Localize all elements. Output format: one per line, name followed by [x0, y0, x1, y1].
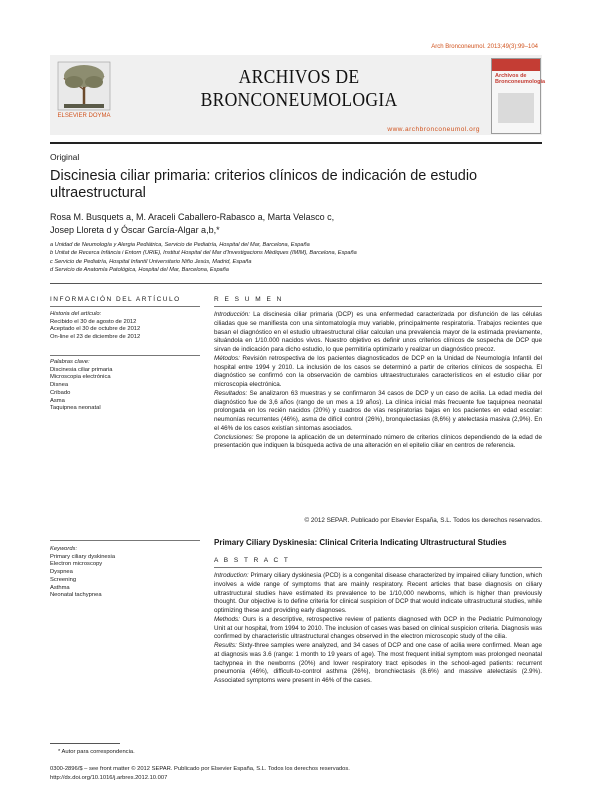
abstract-rule [214, 567, 542, 568]
section-rule [50, 283, 542, 284]
history-received: Recibido el 30 de agosto de 2012 [50, 318, 137, 325]
article-info-heading: INFORMACIÓN DEL ARTÍCULO [50, 296, 181, 303]
affiliation-b: b Unitat de Recerca Infància i Entorn (URIE), Institut Hospital del Mar d'Investigacions Mèdiques (IMIM), Barcelona, España [50, 250, 357, 257]
journal-citation: Arch Bronconeumol. 2013;49(3):99–104 [431, 44, 538, 50]
keyword-en: Neonatal tachypnea [50, 592, 102, 599]
history-rule [50, 355, 200, 356]
resumen-intro: Introducción: La discinesia ciliar primaria (DCP) es una enfermedad caracterizada por disfunción de las células ciliadas que se manifiesta con una sintomatología muy variable, principalmente respiratoria. Trabajos recientes que basan el diagnóstico en el estudio ultraestructural ciliar calculan una prevalencia mayor de la estimada previamente, situándola en 1/10.000 nacidos vivos. Nuestro objetivo es definir unos criterios clínicos de sospecha de DCP que sirvan de indicación para dicho estudio, lo que permitiría optimizarlo y realizar un diagnóstico precoz. [214, 311, 542, 353]
keywords-en-rule [50, 540, 200, 541]
resumen-body [214, 311, 542, 451]
abstract-body [214, 572, 542, 686]
affiliation-d: d Servicio de Anatomía Patológica, Hospital del Mar, Barcelona, España [50, 266, 229, 273]
keyword-es: Taquipnea neonatal [50, 405, 101, 412]
author-list [50, 211, 510, 237]
history-accepted: Aceptado el 30 de octubre de 2012 [50, 326, 141, 333]
header-rule [50, 142, 542, 144]
authors-line-2: Josep Lloreta d y Óscar García-Algar a,b,* [50, 225, 220, 235]
keyword-en: Primary ciliary dyskinesia [50, 553, 116, 560]
keywords-en [50, 546, 200, 600]
abstract-methods: Methods: Ours is a descriptive, retrospective review of patients diagnosed with DCP in the Pediatric Pulmonology Unit at our hospital, from 1994 to 2010. The inclusion of cases was based on clinical suspicion criteria. Diagnosis was confirmed by characteristic ultrastructural changes observed in the electron microscopic study of the cilia. [214, 615, 542, 641]
issn-line: 0300-2896/$ – see front matter © 2012 SEPAR. Publicado por Elsevier España, S.L. Todos los derechos reservados. [50, 766, 350, 772]
keyword-es: Disnea [50, 382, 69, 389]
resumen-conclusions-label: Conclusiones: [214, 433, 254, 441]
cover-image [498, 93, 534, 123]
correspondence-footnote: * Autor para correspondencia. [58, 749, 135, 755]
keyword-es: Asma [50, 397, 65, 404]
affiliation-a: a Unidad de Neumología y Alergia Pediátrica, Servicio de Pediatría, Hospital del Mar, Barcelona, España [50, 242, 310, 248]
resumen-copyright: © 2012 SEPAR. Publicado por Elsevier España, S.L. Todos los derechos reservados. [304, 517, 542, 524]
keywords-es [50, 359, 200, 413]
keywords-es-label: Palabras clave: [50, 359, 90, 365]
keyword-en: Dyspnea [50, 569, 73, 576]
journal-cover-thumbnail [491, 58, 546, 134]
journal-title: ARCHIVOS DE BRONCONEUMOLOGIA [200, 66, 398, 111]
resumen-conclusions: Conclusiones: Se propone la aplicación de un determinado número de criterios clínicos dependiendo de la edad de presentación que indiquen la búsqueda activa de una alteración en el epitelio ciliar en centros de referencia. [214, 433, 542, 450]
history-online: On-line el 23 de diciembre de 2012 [50, 334, 141, 341]
resumen-intro-label: Introducción: [214, 311, 251, 318]
authors-line-1: Rosa M. Busquets a, M. Araceli Caballero-Rabasco a, Marta Velasco c, [50, 212, 335, 222]
doi-link[interactable]: http://dx.doi.org/10.1016/j.arbres.2012.10.007 [50, 775, 168, 781]
abstract-results-label: Results: [214, 642, 237, 649]
keyword-es: Cribado [50, 389, 71, 396]
publisher-logo-text: ELSEVIER DOYMA [57, 113, 111, 119]
cover-title: Archivos de Bronconeumología [495, 73, 546, 85]
article-section: Original [50, 152, 80, 162]
resumen-methods: Métodos: Revisión retrospectiva de los pacientes diagnosticados de DCP en la Unidad de Neumología Infantil del hospital entre 1994 y 2010. La inclusión de los casos se determinó a partir de criterios clínicos de sospecha. El diagnóstico se confirmó con la observación de cambios ultraestructurales característicos en el estudio ciliar por microscopia electrónica. [214, 354, 542, 388]
abstract-results: Results: Sixty-three samples were analyzed, and 34 cases of DCP and one case of acilia were confirmed. Mean age at diagnosis was 3.6 (range: 1 month to 19 years of age). The most frequent initial symptom was prolonged neonatal tachypnea in the newborns (20%) and lower respiratory tract episodes in the school-aged patients: recurrent pneumonia (46%), difficult-to-control asthma (26%), bronchiectasis (8.6%) and massive atelectasis (2.9%). Associated symptoms were present in 46% of the cases. [214, 642, 542, 684]
article-info-rule [50, 306, 200, 307]
resumen-rule [214, 306, 542, 307]
footnote-rule [50, 743, 120, 744]
affiliations [50, 241, 510, 274]
keyword-es: Discinesia ciliar primaria [50, 366, 113, 373]
cover-bar [492, 59, 540, 71]
history-label: Historia del artículo: [50, 311, 102, 317]
abstract-heading: A B S T R A C T [214, 557, 290, 564]
keyword-es: Microscopia electrónica [50, 374, 111, 381]
article-title: Discinesia ciliar primaria: criterios clínicos de indicación de estudio ultraestructural [50, 168, 478, 201]
abstract-methods-label: Methods: [214, 615, 240, 623]
affiliation-c: c Servicio de Pediatría, Hospital Infantil Universitario Niño Jesús, Madrid, España [50, 258, 252, 265]
keyword-en: Electron microscopy [50, 561, 103, 568]
keyword-en: Screening [50, 576, 77, 583]
abstract-intro: Introduction: Primary ciliary dyskinesia (PCD) is a congenital disease characterized by impaired ciliary function, which involves a wide range of symptoms that are mainly respiratory. Recent articles that base diagnosis on ciliary ultrastructural studies have estimated its prevalence to be 1/10,000 newborns, which is higher than previously thought. Our objective is to define criteria for clinical suspicion of DCP that would indicate ultrastructural studies, while optimizing these and providing early diagnoses. [214, 572, 542, 614]
resumen-heading: R E S U M E N [214, 296, 284, 303]
abstract-intro-label: Introduction: [214, 572, 249, 579]
resumen-methods-label: Métodos: [214, 354, 240, 362]
keyword-en: Asthma [50, 584, 70, 591]
resumen-results: Resultados: Se analizaron 63 muestras y se confirmaron 34 casos de DCP y un caso de acilia. La edad media del diagnóstico fue de 3,6 años (rango de un mes a 19 años). La clínica inicial más frecuente fue taquipnea neonatal prolongada en los recién nacidos (20%) y cuadros de vías respiratorias bajas en los pacientes en edad escolar: neumonías recurrentes (46%), asma de difícil control (26%), bronquiectasias (8,6%) y atelectasia masiva (2,9%). En el 46% de los casos existían síntomas asociados. [214, 389, 542, 432]
keywords-en-label: Keywords: [50, 546, 78, 552]
english-title: Primary Ciliary Dyskinesia: Clinical Criteria Indicating Ultrastructural Studies [214, 538, 507, 547]
resumen-results-label: Resultados: [214, 389, 248, 397]
article-history [50, 311, 200, 342]
elsevier-logo [56, 60, 112, 130]
journal-url[interactable]: www.archbronconeumol.org [387, 126, 480, 133]
